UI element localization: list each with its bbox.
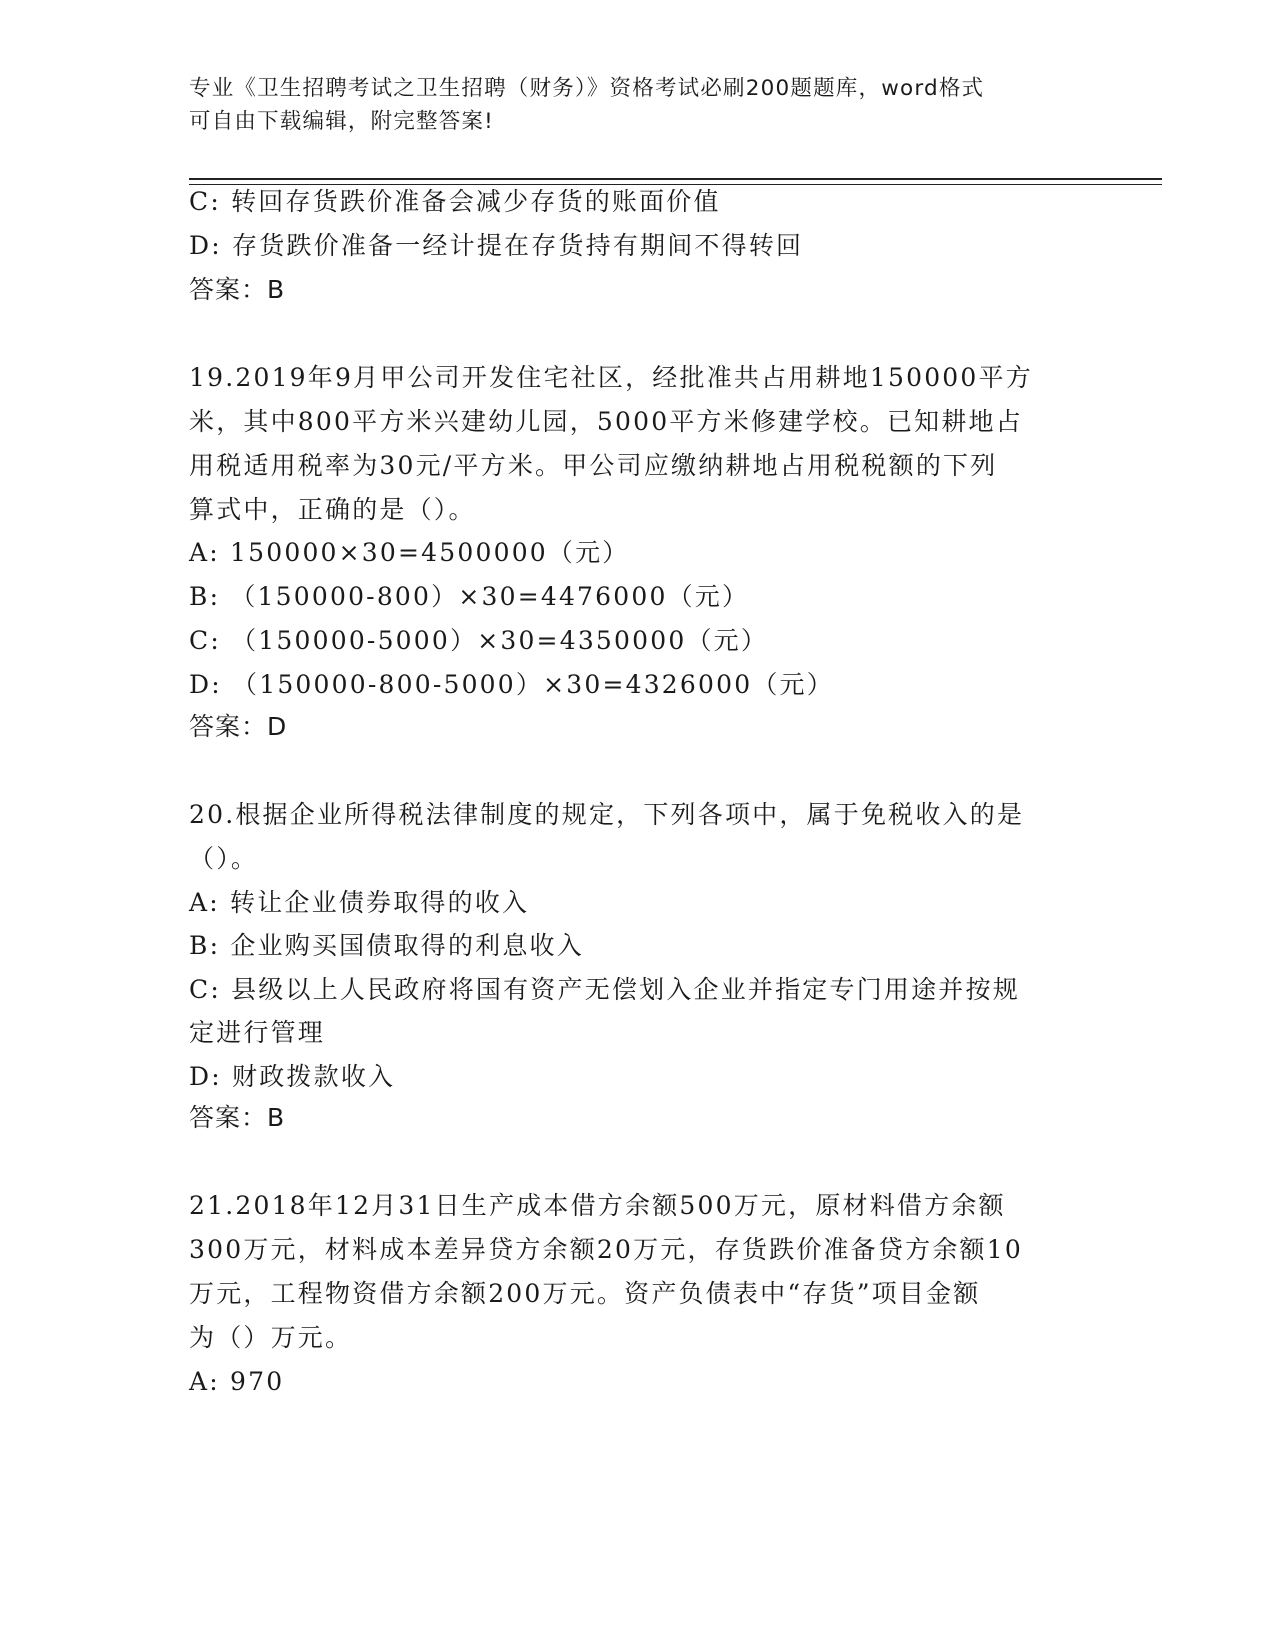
- q21-stem-line-1: 21.2018年12月31日生产成本借方余额500万元，原材料借方余额: [189, 1191, 1006, 1220]
- q19-stem-line-1: 19.2019年9月甲公司开发住宅社区，经批准共占用耕地150000平方: [189, 363, 1033, 392]
- q20-option-b: B: 企业购买国债取得的利息收入: [189, 931, 584, 960]
- header-title-line-1: 专业《卫生招聘考试之卫生招聘（财务）》资格考试必刷200题题库，word格式: [189, 76, 985, 101]
- q19-option-d: D: （150000-800-5000）×30=4326000（元）: [189, 670, 834, 699]
- q20-answer: 答案：B: [189, 1103, 286, 1132]
- q20-stem-line-1: 20.根据企业所得税法律制度的规定，下列各项中，属于免税收入的是: [189, 800, 1025, 829]
- q21-option-a: A: 970: [189, 1367, 285, 1396]
- q19-stem-line-3: 用税适用税率为30元/平方米。甲公司应缴纳耕地占用税税额的下列: [189, 451, 998, 480]
- q20-option-a: A: 转让企业债券取得的收入: [189, 888, 530, 917]
- q20-option-c-line-1: C: 县级以上人民政府将国有资产无偿划入企业并指定专门用途并按规: [189, 975, 1020, 1004]
- q19-stem-line-4: 算式中，正确的是（）。: [189, 495, 476, 524]
- q19-option-b: B: （150000-800）×30=4476000（元）: [189, 582, 750, 611]
- q21-stem-line-2: 300万元，材料成本差异贷方余额20万元，存货跌价准备贷方余额10: [189, 1235, 1023, 1264]
- q21-stem-line-3: 万元，工程物资借方余额200万元。资产负债表中“存货”项目金额: [189, 1279, 981, 1308]
- header-divider-thick: [189, 178, 1162, 180]
- q19-answer: 答案：D: [189, 712, 288, 741]
- q21-stem-line-4: 为（）万元。: [189, 1323, 353, 1352]
- q18-answer: 答案：B: [189, 275, 286, 304]
- header-title-line-2: 可自由下载编辑，附完整答案!: [189, 109, 494, 134]
- q19-stem-line-2: 米，其中800平方米兴建幼儿园，5000平方米修建学校。已知耕地占: [189, 407, 1023, 436]
- q18-option-d: D: 存货跌价准备一经计提在存货持有期间不得转回: [189, 231, 804, 260]
- document-header: [189, 72, 1089, 138]
- q19-option-a: A: 150000×30=4500000（元）: [189, 538, 630, 567]
- q20-option-c-line-2: 定进行管理: [189, 1018, 326, 1047]
- header-divider-thin: [189, 184, 1162, 185]
- q18-option-c: C: 转回存货跌价准备会减少存货的账面价值: [189, 187, 721, 216]
- q19-option-c: C: （150000-5000）×30=4350000（元）: [189, 626, 769, 655]
- q20-option-d: D: 财政拨款收入: [189, 1062, 396, 1091]
- q20-stem-line-2: （）。: [189, 844, 259, 873]
